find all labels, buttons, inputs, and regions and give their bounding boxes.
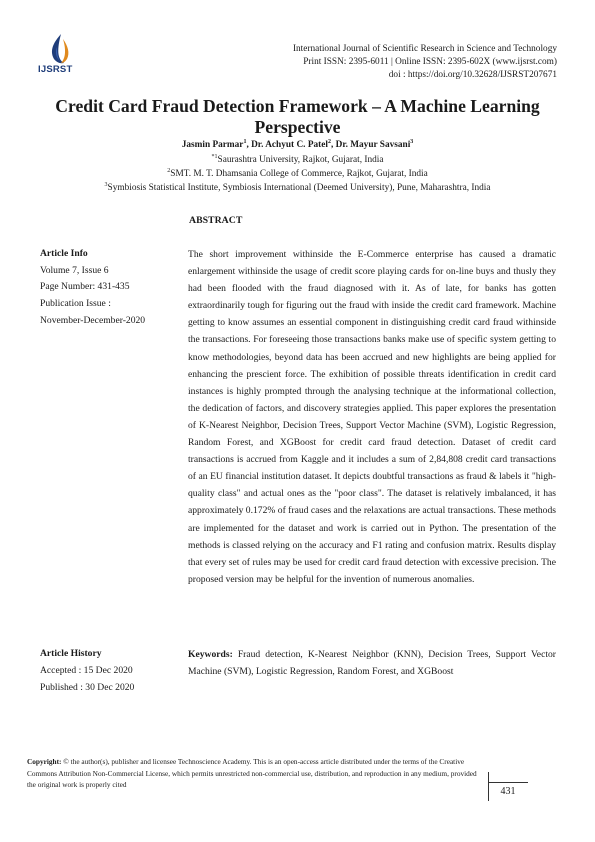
page-number: 431 xyxy=(500,786,516,797)
paper-title: Credit Card Fraud Detection Framework – A Machine Learning Perspective xyxy=(55,96,540,137)
flame-logo-icon xyxy=(44,33,78,65)
copyright-symbol: © xyxy=(61,757,71,766)
author-2-affiliation: 2 xyxy=(327,138,331,145)
author-3-affiliation: 3 xyxy=(410,138,414,145)
keywords-label: Keywords: xyxy=(188,649,233,660)
publication-issue: November-December-2020 xyxy=(40,315,146,326)
affiliation-marker: *1 xyxy=(211,153,218,160)
affiliation-3 xyxy=(0,183,595,193)
author-2: Dr. Achyut C. Patel xyxy=(251,140,328,150)
author-1: Jasmin Parmar xyxy=(181,140,244,150)
author-1-affiliation: 1 xyxy=(243,138,247,145)
logo-text: IJSRST xyxy=(38,64,73,75)
author-separator: , xyxy=(330,140,336,150)
abstract-heading: ABSTRACT xyxy=(189,215,243,226)
article-info-heading: Article Info xyxy=(40,248,88,259)
author-3: Dr. Mayur Savsani xyxy=(335,140,411,150)
copyright-text: the author(s), publisher and licensee Technoscience Academy. This is an open-access article distributed under the terms of the Creative Commons Attribution Non-Commercial License, which permits unrestricted non-commercial use, distribution, and reproduction in any medium, provided the original work is properly cited xyxy=(27,757,477,789)
affiliation-marker: 3 xyxy=(104,181,108,188)
publication-issue-label: Publication Issue : xyxy=(40,298,111,309)
doi-line: doi : https://doi.org/10.32628/IJSRST207671 xyxy=(388,70,557,80)
keywords xyxy=(188,646,556,680)
affiliation-text: SMT. M. T. Dhamsania College of Commerce, Rajkot, Gujarat, India xyxy=(170,169,428,179)
page-number-rule xyxy=(488,782,528,783)
affiliation-marker: 2 xyxy=(167,167,171,174)
affiliation-text: Saurashtra University, Rajkot, Gujarat, India xyxy=(217,155,384,165)
published-date: Published : 30 Dec 2020 xyxy=(40,682,135,693)
article-volume: Volume 7, Issue 6 xyxy=(40,265,109,276)
abstract-body: The short improvement withinside the E-Commerce enterprise has caused a dramatic enlargement withinside the usage of credit score playing cards for on-line buys and thusly they had been flooded with the fraud diagnosed with it. As of late, for banks has gotten extraordinarily tough for figuring out the fraud with inside the credit card framework. Machine getting to know assumes an essential component in distinguishing credit card fraud withinside the transactions. For foreseeing those transactions banks make use of specific system getting to know methodologies, beyond data has been accrued and new highlights are being applied for enhancing the prescient force. The exhibition of possible threats identification in credit card instances is highly prompted through the analysing technique at the informational collection, the dedication of factors, and discovery strategies applied. This paper explores the presentation of K-Nearest Neighbor, Decision Trees, Support Vector Machine (SVM), Logistic Regression, Random Forest, and XGBoost for credit card fraud detection. Dataset of credit card transactions is accrued from Kaggle and it includes a sum of 2,84,808 credit card transactions of an EU financial institution dataset. It depicts doubtful transactions as fraud & labels it "high-quality class" and actual ones as the "poor class". The dataset is relatively imbalanced, it has approximately 0.172% of fraud cases and the relaxations are actual transactions. These methods are implemented for the dataset and work is carried out in Python. The presentation of the methods is classed relying on the accuracy and F1 rating and confusion matrix. Results display that every set of rules may be used for credit card fraud detection with excessive precision. The proposed version may be helpful for the invention of numerous anomalies. xyxy=(188,249,556,585)
copyright-notice xyxy=(27,756,482,791)
author-separator: , xyxy=(246,140,252,150)
journal-name: International Journal of Scientific Research in Science and Technology xyxy=(292,44,557,54)
accepted-date: Accepted : 15 Dec 2020 xyxy=(40,665,133,676)
article-pages: Page Number: 431-435 xyxy=(40,281,130,292)
copyright-label: Copyright: xyxy=(27,757,62,766)
article-history-heading: Article History xyxy=(40,648,102,659)
author-list xyxy=(0,140,595,150)
keywords-text: Fraud detection, K-Nearest Neighbor (KNN), Decision Trees, Support Vector Machine (SVM), Logistic Regression, Random Forest, and XGBoost xyxy=(188,649,556,678)
affiliation-1 xyxy=(0,155,595,165)
journal-logo xyxy=(36,33,94,77)
affiliation-2 xyxy=(0,169,595,179)
affiliation-text: Symbiosis Statistical Institute, Symbiosis International (Deemed University), Pune, Maharashtra, India xyxy=(107,183,491,193)
issn-line: Print ISSN: 2395-6011 | Online ISSN: 2395-602X (www.ijsrst.com) xyxy=(303,57,557,67)
